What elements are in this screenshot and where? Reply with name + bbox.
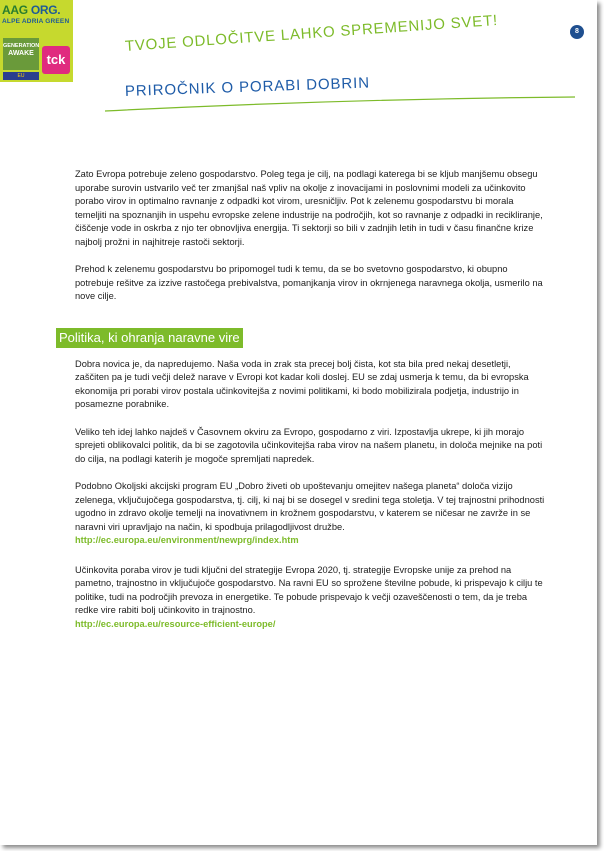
paragraph-green-economy: Zato Evropa potrebuje zeleno gospodarstvo. Poleg tega je cilj, na podlagi katerega bi se kljub manjšemu obsegu uporabe surovin ustvarilo več ter zmanjšal naš vpliv na okolje z inovacijami in poslovnimi modeli za učinkovito porabo virov in optimalno ravnanje z odpadki kot virom, uresničljiv. Pot k zelenemu gospodarstvu bi morala temeljiti na spoznanjih in uspehu evropske zelene industrije na področjih, kot so ravnanje z odpadki in recikliranje, čiščenje vode in oskrba z njo ter obnovljiva energija. Ti sektorji so bili v zadnjih letih in tudi v času finančne krize najbolj prožni in najhitreje rastoči sektorji. [75, 169, 543, 247]
partner-logos [0, 0, 73, 82]
section-heading: Politika, ki ohranja naravne vire [56, 328, 243, 348]
header-title-line2: PRIROČNIK O PORABI DOBRIN [124, 74, 371, 100]
paragraph-europe-2020-block [75, 564, 545, 632]
generation-logo-line2: AWAKE [8, 50, 34, 57]
tck-logo: tck [42, 46, 70, 74]
page-number-badge: 8 [570, 25, 584, 39]
eu-flag-logo: EU [3, 72, 39, 80]
paragraph-action-programme-block [75, 480, 545, 548]
aag-logo [2, 3, 73, 17]
aag-logo-subtitle: ALPE ADRIA GREEN [2, 18, 70, 25]
header-curve-decoration [105, 95, 575, 113]
aag-logo-org: ORG. [30, 3, 61, 17]
generation-logo-line1: GENERATION [3, 43, 40, 49]
aag-logo-text: AAG [2, 3, 28, 17]
header-title-line1: TVOJE ODLOČITVE LAHKO SPREMENIJO SVET! [124, 11, 499, 55]
generation-awake-logo [3, 38, 39, 70]
paragraph-transition: Prehod k zelenemu gospodarstvu bo pripomogel tudi k temu, da se bo svetovno gospodarstvo, ki obupno potrebuje rešitve za izzive rastočega prebivalstva, pomanjkanja virov in okrnjenega naravnega okolja, usmerilo na nove cilje. [75, 264, 543, 301]
environment-programme-link[interactable]: http://ec.europa.eu/environment/newprg/index.htm [75, 535, 299, 545]
paragraph-good-news: Dobra novica je, da napredujemo. Naša voda in zrak sta precej bolj čista, kot sta bila pred nekaj desetletji, zaščiten pa je tudi večji delež narave v Evropi kot kadar koli doslej. EU se zdaj usmerja k temu, da bi evropska ekonomija pri porabi virov postala učinkovitejša z novimi politikami, ki bodo mobilizirala podjetja, industrijo in posamezne porabnike. [75, 358, 529, 409]
resource-efficient-europe-link[interactable]: http://ec.europa.eu/resource-efficient-europe/ [75, 618, 276, 629]
paragraph-europe-2020: Učinkovita poraba virov je tudi ključni del strategije Evropa 2020, tj. strategije Evropske unije za prehod na pametno, trajnostno in vključujoče gospodarstvo. Na ravni EU so sprožene številne pobude, ki prispevajo k cilju te politike, tudi na področjih prevoza in energetike. Te pobude prispevajo k večji ozaveščenosti o tem, da je treba redke vire rabiti bolj učinkovito in trajnostno. [75, 564, 543, 615]
paragraph-roadmap: Veliko teh idej lahko najdeš v Časovnem okviru za Evropo, gospodarno z viri. Izpostavlja ukrepe, ki jih morajo sprejeti oblikovalci politik, da bi se zagotovila učinkovitejša raba virov na našem planetu, in določa mejnike na poti do cilja, na podlagi katerih je mogoče spremljati napredek. [75, 426, 543, 464]
paragraph-action-programme: Podobno Okoljski akcijski program EU „Dobro živeti ob upoštevanju omejitev našega planeta“ določa vizijo zelenega, vključujočega gospodarstva, tj. cilj, ki naj bi se dosegel v sredini tega stoletja. V tej trajnostni prihodnosti ugodno in zdravo okolje temelji na inovativnem in krožnem gospodarstvu, v katerem se ničesar ne zavrže in se naravni viri upravljajo na način, ki spodbuja prilagodljivost družbe. [75, 481, 545, 532]
main-content [59, 168, 545, 647]
